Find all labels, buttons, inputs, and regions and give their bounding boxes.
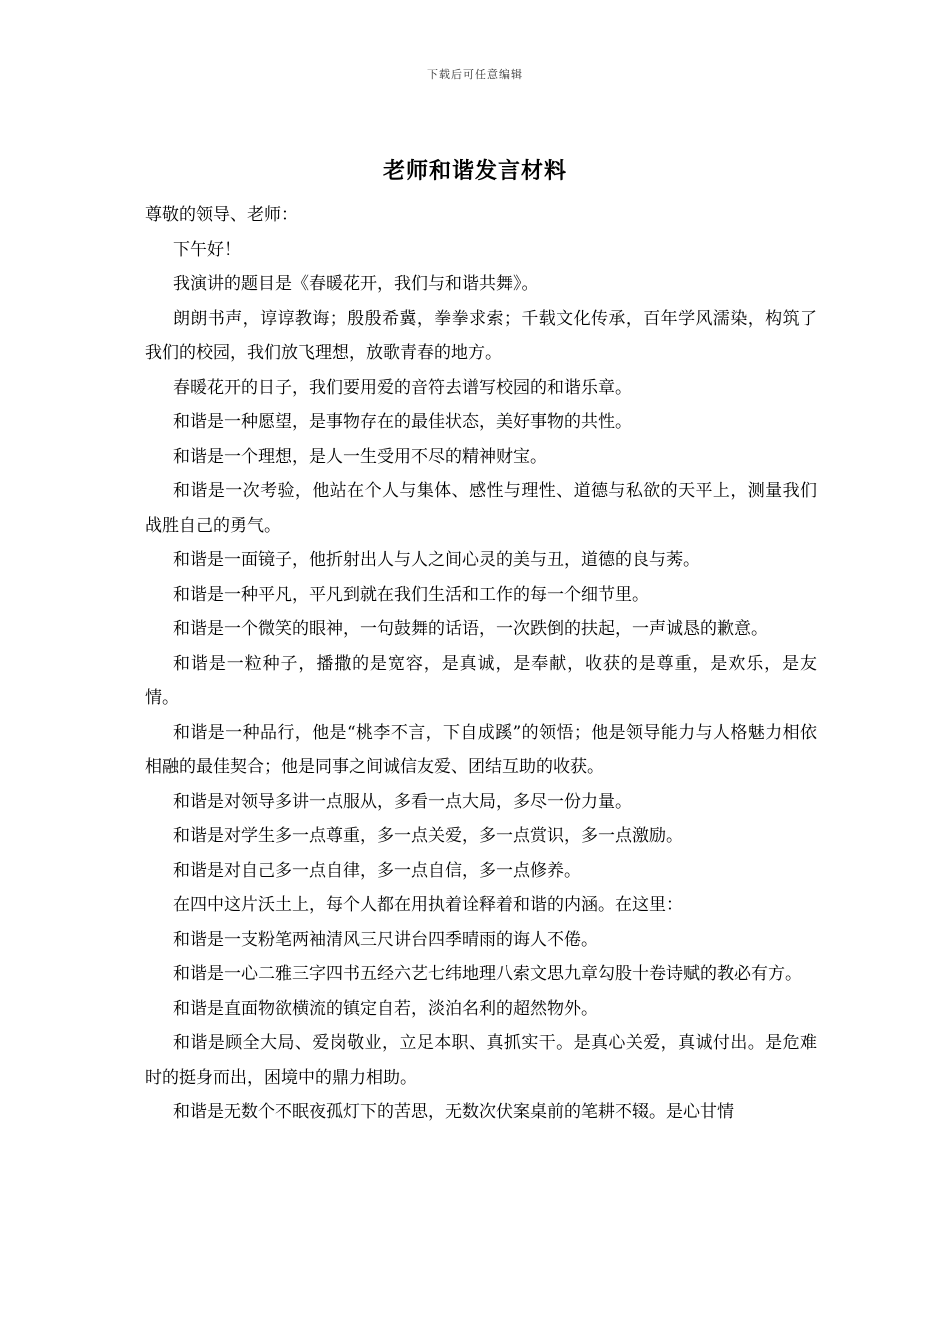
greeting: 尊敬的领导、老师： (145, 205, 298, 225)
paragraph: 和谐是一次考验，他站在个人与集体、感性与理性、道德与私欲的天平上，测量我们战胜自己的勇气。 (145, 481, 817, 536)
paragraph: 下午好！ (173, 239, 241, 260)
header-note: 下载后可任意编辑 (427, 68, 523, 81)
paragraph: 和谐是一种愿望，是事物存在的最佳状态，美好事物的共性。 (173, 412, 632, 432)
paragraph: 和谐是一种平凡，平凡到就在我们生活和工作的每一个细节里。 (173, 584, 649, 605)
document-title: 老师和谐发言材料 (382, 158, 567, 184)
paragraph: 春暖花开的日子，我们要用爱的音符去谱写校园的和谐乐章。 (173, 377, 632, 398)
paragraph: 和谐是一粒种子，播撒的是宽容，是真诚，是奉献，收获的是尊重，是欢乐，是友情。 (145, 653, 817, 708)
paragraph: 和谐是直面物欲横流的镇定自若，淡泊名利的超然物外。 (173, 998, 598, 1019)
paragraph: 和谐是对领导多讲一点服从，多看一点大局，多尽一份力量。 (173, 791, 632, 812)
paragraph: 和谐是一支粉笔两袖清风三尺讲台四季晴雨的诲人不倦。 (173, 929, 598, 950)
paragraph: 朗朗书声，谆谆教诲；殷殷希冀，拳拳求索；千载文化传承，百年学风濡染，构筑了我们的校园，我们放飞理想，放歌青春的地方。 (145, 308, 817, 363)
paragraph: 和谐是一心二雅三字四书五经六艺七纬地理八索文思九章勾股十卷诗赋的教必有方。 (173, 964, 802, 984)
paragraph: 和谐是对自己多一点自律，多一点自信，多一点修养。 (173, 860, 581, 881)
paragraph: 和谐是无数个不眠夜孤灯下的苦思，无数次伏案桌前的笔耕不辍。是心甘情 (173, 1102, 734, 1122)
paragraph: 我演讲的题目是《春暖花开，我们与和谐共舞》。 (173, 274, 539, 294)
document-body (145, 198, 817, 1130)
paragraph: 和谐是一个理想，是人一生受用不尽的精神财宝。 (173, 446, 547, 467)
paragraph: 在四中这片沃土上，每个人都在用执着诠释着和谐的内涵。在这里： (173, 895, 683, 915)
paragraph: 和谐是一个微笑的眼神，一句鼓舞的话语，一次跌倒的扶起，一声诚恳的歉意。 (173, 619, 768, 639)
paragraph: 和谐是一面镜子，他折射出人与人之间心灵的美与丑，道德的良与莠。 (173, 550, 700, 570)
paragraph: 和谐是对学生多一点尊重，多一点关爱，多一点赏识，多一点激励。 (173, 826, 683, 846)
paragraph: 和谐是顾全大局、爱岗敬业，立足本职、真抓实干。是真心关爱，真诚付出。是危难时的挺身而出，困境中的鼎力相助。 (145, 1033, 817, 1088)
paragraph: 和谐是一种品行，他是“桃李不言，下自成蹊”的领悟；他是领导能力与人格魅力相依相融的最佳契合；他是同事之间诚信友爱、团结互助的收获。 (145, 722, 817, 777)
